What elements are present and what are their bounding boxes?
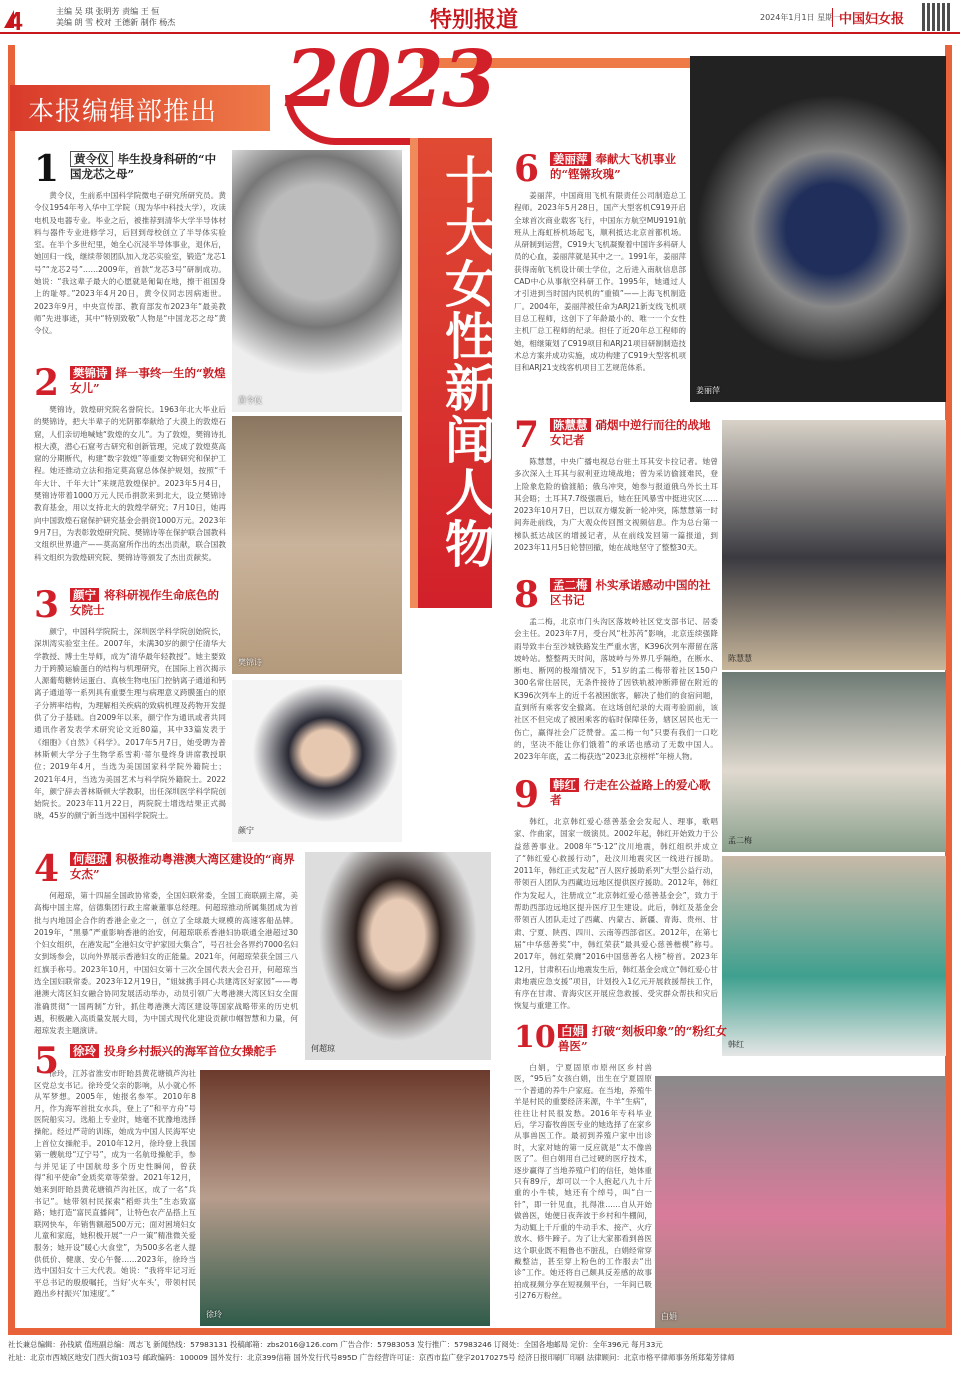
person-name: 颜宁 [70, 588, 99, 602]
article-headline: 朴实承诺感动中国的社区书记 [550, 578, 711, 607]
photo-caption: 姜丽萍 [696, 386, 720, 395]
footer-line: 社址：北京市西城区地安门西大街103号 邮政编码：100009 国外发行：北京399信箱 国外发行代号895D 广告经营许可证：京西市监广登字20170275号 经济日报印刷厂印刷 法律顾问：北京市格平律师事务所郑菊芳律师 [8, 1353, 735, 1362]
banner-text: 本报编辑部推出 [28, 97, 218, 127]
photo-chen [722, 420, 946, 670]
photo-huang [232, 150, 402, 412]
photo-fan [232, 416, 402, 674]
feature-title [410, 138, 496, 608]
article-body: 姜丽萍，中国商用飞机有限责任公司制造总工程师。2023年5月28日，国产大型客机C919开启全球首次商业载客飞行，中国东方航空MU9191航班从上海虹桥机场起飞，顺利抵达北京首都机场。从研制到运营，C919大飞机凝聚着中国许多科研人员的心血，姜丽萍就是其中之一。1991年，姜丽萍获得南航飞机设计硕士学位，之后进入南航信息部CAD中心从事航空科研工作。1995年，她通过人才引进到当时国内民机的“重镇”——上海飞机制造厂。2004年，姜丽萍被任命为ARJ21新支线飞机项目总工程师，这创下了年龄最小的、唯一一个女性主机厂总工程师的纪录。担任了近20年总工程师的她，相继策划了C919项目和ARJ21项目研制制造技术总方案并成功实施，成功构建了C919大型客机项目和ARJ21支线客机项目工艺规范体系。 [514, 191, 686, 373]
article-number: 1 [34, 148, 60, 190]
staff-line: 主编 吴 琪 张明芳 责编 王 恒 [56, 7, 160, 16]
article-body: 徐玲，江苏省淮安市盱眙县黄花塘镇芦沟社区党总支书记。徐玲受父亲的影响，从小就心怀从军梦想。2005年，她报名参军。2010年8月，作为海军首批女水兵，登上了“和平方舟”号医院船实习。选船上专业时，她毫不犹豫地选择操舵。经过严苛的训练，她成为中国人民海军史上首位女操舵手。2010年12月，徐玲登上我国第一艘航母“辽宁号”，成为一名航母操舵手，参与并见证了中国航母多个历史性瞬间，曾获得“和平使命”金质奖章等荣誉。2021年12月，她来到盱眙县黄花塘镇芦沟社区，成了一名“兵书记”。她带领村民探索“稻虾共生”生态致富路；她打造“富民直播间”，让特色农产品搭上互联网快车，年销售额超500万元；面对困境妇女儿童和家庭，她积极开展“一户一策”精准微关爱服务；她开设“暖心大食堂”，为500多名老人提供低价、健康、安心午餐……2023年，徐玲当选中国妇女十三大代表。她说：“我将牢记习近平总书记的殷殷嘱托，当好‘火车头’，带领村民跑出乡村振兴‘加速度’。” [34, 1069, 196, 1299]
person-name: 樊锦诗 [70, 366, 111, 380]
person-name: 白娟 [558, 1024, 587, 1038]
article-headline: 将科研视作生命底色的女院士 [70, 588, 219, 617]
article-body: 黄令仪，生前系中国科学院微电子研究所研究员。黄令仪1954年考入华中工学院（现为华中科技大学），攻读电机及电器专业。毕业之后，被推荐到清华大学半导体材料与器件专业进修学习，后回到母校创立了半导体实验室。在半个多世纪里，她全心沉浸半导体事业，退休后，她回归一线，继续带领团队加入龙芯实验室，锻造“龙芯1号”“龙芯2号”……2009年，首款“龙芯3号”研制成功。她说：“我这辈子最大的心愿就是匍匐在地，擦干祖国身上的耻辱。”2023年4月20日，黄令仪同志因病逝世。2023年9月，中央宣传部、教育部发布2023年“最美教师”先进事迹，其中“特别致敬”人物是“中国龙芯之母”黄令仪。 [34, 191, 226, 336]
person-name: 徐玲 [70, 1044, 99, 1058]
article-headline: 投身乡村振兴的海军首位女操舵手 [104, 1044, 277, 1058]
photo-caption: 韩红 [728, 1040, 744, 1049]
article-headline: 打破“刻板印象”的“粉红女兽医” [558, 1024, 727, 1053]
photo-bai [655, 1076, 946, 1328]
photo-caption: 白娟 [661, 1312, 677, 1321]
article-body: 樊锦诗，敦煌研究院名誉院长。1963年北大毕业后的樊锦诗，把大半辈子的光阴都奉献给了大漠上的敦煌石窟，人们亲切地喊她“敦煌的女儿”。为了敦煌，樊锦诗扎根大漠，潜心石窟考古研究和创新管理，完成了敦煌莫高窟的分期断代，构建“数字敦煌”等重要文物研究和保护工程。她还推动立法和指定莫高窟总体保护规划，按照“千年大计、千年大计”来规范敦煌保护。2023年5月4日，樊锦诗带着1000万元人民币捐款来到北大，设立樊锦诗教育基金，用以支持北大的敦煌学研究；7月10日，她再向中国敦煌石窟保护研究基金会捐资1000万元。2023年9月7日，为表彰敦煌研究院、樊锦诗等在保护联合国教科文组织世界遗产——莫高窟所作出的杰出贡献，联合国教科文组织为敦煌研究院、樊锦诗等颁发了杰出贡献奖。 [34, 405, 226, 562]
photo-yan [232, 680, 402, 842]
person-name: 姜丽萍 [550, 152, 591, 166]
article-7 [514, 414, 718, 554]
section-title: 特别报道 [430, 7, 519, 33]
photo-xu [200, 1070, 490, 1326]
photo-caption: 陈慧慧 [728, 654, 752, 663]
photo-caption: 何超琼 [311, 1044, 335, 1053]
page-header [0, 0, 960, 34]
article-body: 何超琼，第十四届全国政协常委，全国妇联常委，全国工商联副主席，美高梅中国主席，信德集团行政主席兼董事总经理。何超琼推动所属集团成为首批与内地国企合作的香港企业之一，创立了全球最大规模的高速客船品牌。2019年，“黑暴”严重影响香港的治安，何超琼联系香港妇协联通全港超过30个妇女组织，在港发起“全港妇女守护家园大集合”，号召社会各界约7000名妇女到场参会，以向外界展示香港妇女的正能量。2021年，何超琼荣获全国三八红旗手称号。2023年10月，中国妇女第十三次全国代表大会召开，何超琼当选全国妇联常委。2023年12月19日，“姐妹携手同心共建湾区好家园”——粤港澳大湾区妇女融合协同发展活动举办，动员引领广大粤港澳大湾区妇女全面准确贯彻“一国两制”方针，抓住粤港澳大湾区建设等国家战略带来的历史机遇，积极融入高质量发展大局，为中国式现代化建设贡献巾帼智慧和力量，何超琼发表主题演讲。 [34, 891, 298, 1036]
article-body: 陈慧慧，中央广播电视总台驻土耳其安卡拉记者。她曾多次深入土耳其与叙利亚边境战地；曾为采访偷渡难民，登上险象危险的偷渡船；俄乌冲突，她参与报道俄乌外长土耳其会晤；土耳其7.7级强震后，她在狂风暴雪中挺进灾区……2023年10月7日，巴以双方爆发新一轮冲突，陈慧慧第一时间奔赴前线，为广大观众传回图文视频信息。作为总台第一梯队抵达战区的增援记者，从在前线发回第一篇报道，到2023年11月5日轮替回撤，她在战地坚守了整整30天。 [514, 457, 718, 553]
article-3 [34, 584, 226, 823]
article-5 [34, 1040, 277, 1300]
article-6 [514, 148, 686, 374]
article-9 [514, 774, 718, 1013]
person-name: 孟二梅 [550, 578, 591, 592]
person-name: 黄令仪 [70, 151, 113, 167]
article-body: 孟二梅，北京市门头沟区落坡岭社区党支部书记、居委会主任。2023年7月，受台风“杜苏芮”影响，北京连续强降雨导致丰台至沙城铁路发生严重水害，K396次列车滞留在落坡岭站。整整两天时间，落坡岭与外界几乎隔绝，在断水、断电、断网的极端情况下，51岁的孟二梅带着社区150户300名常住居民，无条件接待了因铁轨被冲断滞留在附近的K396次列车上的近千名被困旅客，解决了他们的食宿问题，直到所有乘客安全撤离。在这场创纪录的大雨考验面前，该社区不但完成了被困乘客的临时保障任务，辖区居民也无一伤亡，赢得社会广泛赞誉。孟二梅一句“只要有我们一口吃的，坚决不能让你们饿着”的承诺也感动了无数中国人。2023年年底，孟二梅获选“2023北京榜样”年榜人物。 [514, 617, 718, 762]
qr-code-icon [922, 3, 950, 31]
photo-caption: 孟二梅 [728, 836, 752, 845]
photo-caption: 黄令仪 [238, 396, 262, 405]
article-headline: 硝烟中逆行而往的战地女记者 [550, 418, 711, 447]
page-footer [8, 1338, 952, 1364]
article-headline: 毕生投身科研的“中国龙芯之母” [70, 152, 217, 181]
photo-han [722, 856, 946, 1056]
article-number: 6 [514, 148, 540, 190]
banner-bar [10, 85, 270, 131]
article-number: 2 [34, 362, 60, 404]
article-number: 7 [514, 414, 540, 456]
article-headline: 积极推动粤港澳大湾区建设的“商界女杰” [70, 852, 295, 881]
article-number: 3 [34, 584, 60, 626]
photo-caption: 徐玲 [206, 1310, 222, 1319]
banner-year: 2023 [285, 34, 495, 125]
photo-caption: 颜宁 [238, 826, 254, 835]
photo-he [305, 852, 491, 1060]
staff-credits [56, 6, 216, 28]
article-number: 4 [34, 848, 60, 890]
article-1 [34, 148, 226, 338]
newspaper-logo: 中国妇女报 [832, 8, 904, 27]
article-10 [514, 1020, 727, 1302]
article-4 [34, 848, 298, 1038]
article-headline: 择一事终一生的“敦煌女儿” [70, 366, 226, 395]
page-number: 4 [8, 6, 23, 36]
feature-title-text: 十大女性新闻人物 [437, 154, 496, 570]
footer-line: 社长兼总编辑：孙钱斌 值班副总编：周志飞 新闻热线：57983131 投稿邮箱：zbs2016@126.com 广告合作：57983053 发行推广：57983246 订阅处：全国各地邮局 定价：全年396元 每月33元 [8, 1340, 663, 1349]
article-number: 8 [514, 574, 540, 616]
article-body: 韩红，北京韩红爱心慈善基金会发起人、理事，歌唱家、作曲家，国家一级演员。2002年起，韩红开始致力于公益慈善事业。2008年“5·12”汶川地震，韩红组织并成立了“韩红爱心救援行动”，赴汶川地震灾区一线进行援助。2011年，韩红正式发起“百人医疗援助系列”大型公益行动，带领百人团队为西藏边远地区提供医疗援助。2012年，韩红作为发起人，注册成立“北京韩红爱心慈善基金会”，致力于帮助西部边远地区提升医疗卫生建设。此后，韩红及基金会带领百人团队走过了西藏、内蒙古、新疆、青海、贵州、甘肃、宁夏、陕西、四川、云南等西部省区。2012年，在第七届“中华慈善奖”中，韩红荣获“最具爱心慈善楷模”称号。2017年，韩红荣膺“2016中国慈善名人榜”榜首。2023年12月，甘肃积石山地震发生后，韩红基金会成立“韩红爱心甘肃地震应急支援”项目，计划投入1亿元开展救援帮扶工作，有序在甘肃、青海灾区开展应急救援、受灾群众帮扶和灾后恢复与重建工作。 [514, 817, 718, 1011]
issue-date: 2024年1月1日 星期一 [760, 13, 842, 22]
photo-caption: 樊锦诗 [238, 658, 262, 667]
article-8 [514, 574, 718, 764]
article-number: 10 [514, 1020, 556, 1055]
person-name: 何超琼 [70, 852, 111, 866]
photo-meng [722, 672, 946, 852]
article-headline: 奉献大飞机事业的“铿锵玫瑰” [550, 152, 676, 181]
article-number: 5 [34, 1040, 60, 1082]
person-name: 韩红 [550, 778, 579, 792]
article-2 [34, 362, 226, 564]
article-body: 颜宁，中国科学院院士，深圳医学科学院创始院长，深圳湾实验室主任。2007年，未满30岁的颜宁任清华大学教授、博士生导师，成为“清华最年轻教授”。她主要致力于跨膜运输蛋白的结构与机理研究，在国际上首次揭示人源葡萄糖转运蛋白、真核生物电压门控钠离子通道和钙离子通道等一系列具有重要生理与病理意义跨膜蛋白的原子分辨率结构，为理解相关疾病的致病机理及药物开发提供了分子基础。自2009年以来，颜宁作为通讯或者共同通讯作者发表学术研究论文近80篇，其中33篇发表于《细胞》《自然》《科学》。2017年5月7日，她受聘为普林斯顿大学分子生物学系雪莉·蒂尔曼终身讲席教授职位；2019年4月，当选为美国国家科学院外籍院士；2021年4月，当选为美国艺术与科学院外籍院士。2022年，颜宁辞去普林斯顿大学教职，出任深圳医学科学院创始院长。2023年11月22日，两院院士增选结果正式揭晓，45岁的颜宁新当选中国科学院院士。 [34, 627, 226, 821]
article-number: 9 [514, 774, 540, 816]
article-body: 白娟，宁夏固原市原州区乡村兽医，“95后”女孩白娟，出生在宁夏固原一个普通的养牛户家庭。在当地，养殖牛羊是村民的重要经济来源，牛羊“生病”，往往让村民很发愁。2016年专科毕业后，学习畜牧兽医专业的她选择了在家乡从事兽医工作。最初到养殖户家中出诊时，大家对她的第一反应就是“太不像兽医了”。但白娟用自己过硬的医疗技术，逐步赢得了当地养殖户们的信任，她体重只有89斤，却可以一个人抱起八九十斤重的小牛犊，她还有个绰号，叫“白一针”，即一针见血，扎得准……自从开始做兽医，她便日夜奔波于乡村和牛棚间，为动辄上千斤重的牛动手术、接产、火疗放水、修牛蹄子。为了让大家都看到兽医这个职业既不粗鲁也不脏乱，白娟经常穿戴整洁，甚至穿上粉色的工作服去“出诊”工作。她还将自己颇具反差感的故事拍成视频分享在短视频平台，一年间已吸引276万粉丝。 [514, 1063, 652, 1301]
person-name: 陈慧慧 [550, 418, 591, 432]
photo-jiang [690, 56, 946, 402]
article-headline: 行走在公益路上的爱心歌者 [550, 778, 711, 807]
staff-line: 美编 朗 雪 校对 王德新 制作 杨杰 [56, 18, 176, 27]
